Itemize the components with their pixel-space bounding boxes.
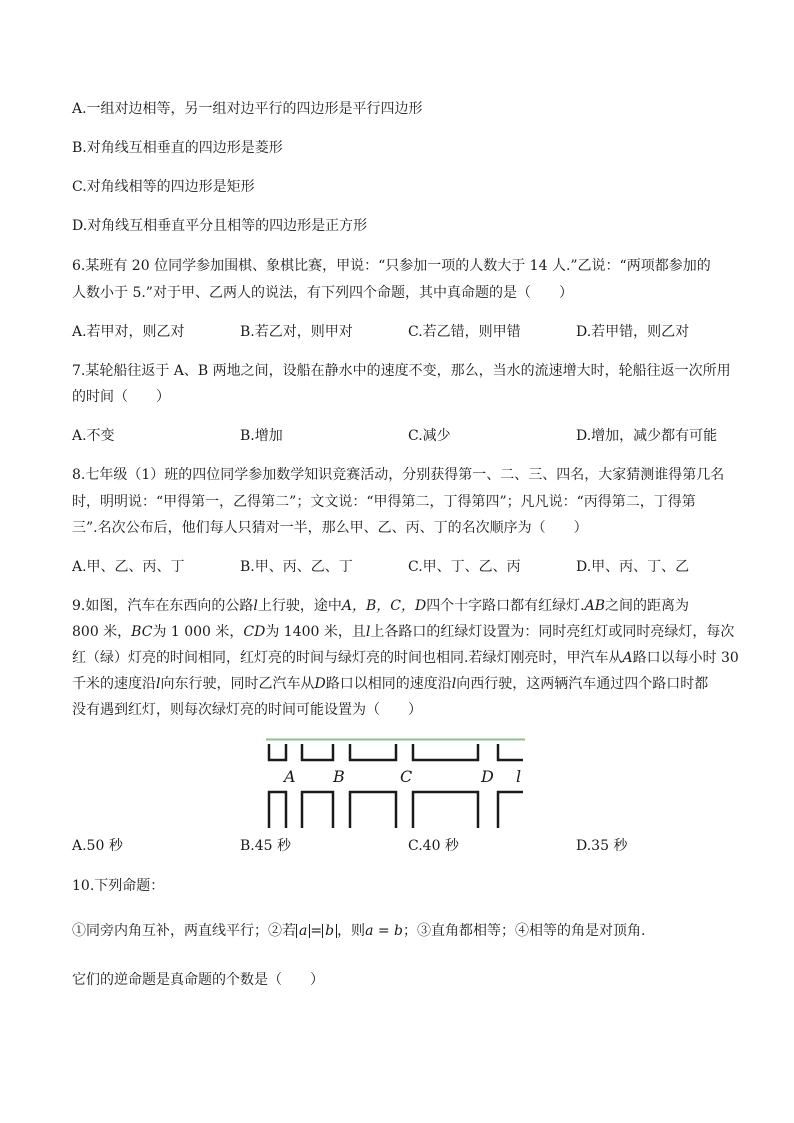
q6-stem-line1: 6.某班有 20 位同学参加围棋、象棋比赛，甲说：“只参加一项的人数大于 14 人.”乙说：“两项都参加的	[72, 258, 711, 274]
abs-b: b	[322, 924, 337, 938]
q6-options	[72, 322, 732, 342]
label-c: C	[400, 767, 413, 786]
q7-option-b: B.增加	[240, 428, 283, 444]
q7-stem-line1: 7.某轮船往返于 A、B 两地之间，设船在静水中的速度不变，那么，当水的流速增大时，轮船往返一次所用	[72, 363, 731, 379]
q8-stem-line3: 三”.名次公布后，他们每人只猜对一半，那么甲、乙、丙、丁的名次顺序为（ ）	[72, 520, 588, 536]
q10-intro: 10.下列命题：	[72, 878, 165, 894]
q10-question: 它们的逆命题是真命题的个数是（ ）	[72, 972, 324, 988]
q8-option-c: C.甲、丁、乙、丙	[408, 559, 521, 575]
q8-option-d: D.甲、丙、丁、乙	[576, 559, 690, 575]
road-intersection-figure	[266, 738, 526, 830]
label-road-l: l	[516, 767, 522, 786]
q9-option-d: D.35 秒	[576, 838, 628, 854]
q6-stem-line2: 人数小于 5.”对于甲、乙两人的说法，有下列四个命题，其中真命题的是（ ）	[72, 285, 573, 301]
q7-option-d: D.增加，减少都有可能	[576, 428, 718, 444]
abs-a: a	[296, 924, 310, 938]
q9-stem-line1: 9.如图，汽车在东西向的公路l上行驶，途中A，B，C，D四个十字路口都有红绿灯.AB之间的距离为	[72, 598, 690, 614]
q8-option-a: A.甲、乙、丙、丁	[72, 559, 185, 575]
q5-option-c: C.对角线相等的四边形是矩形	[72, 179, 255, 195]
q9-stem-line4: 千米的速度沿l向东行驶，同时乙汽车从D路口以相同的速度沿l向西行驶，这两辆汽车通过四个路口时都	[72, 676, 709, 692]
q9-option-c: C.40 秒	[408, 838, 459, 854]
q9-option-a: A.50 秒	[72, 838, 123, 854]
q7-options	[72, 426, 732, 446]
q9-option-b: B.45 秒	[240, 838, 292, 854]
label-d: D	[481, 767, 494, 786]
q5-option-b: B.对角线互相垂直的四边形是菱形	[72, 140, 283, 156]
label-b: B	[333, 767, 345, 786]
label-a: A	[284, 767, 296, 786]
q8-stem-line2: 时，明明说：“甲得第一，乙得第二”；文文说：“甲得第二，丁得第四”；凡凡说：“丙得第二，丁得第	[72, 494, 696, 510]
q7-option-a: A.不变	[72, 428, 115, 444]
q8-option-b: B.甲、丙、乙、丁	[240, 559, 353, 575]
q5-option-d: D.对角线互相垂直平分且相等的四边形是正方形	[72, 218, 368, 234]
q6-option-c: C.若乙错，则甲错	[408, 324, 521, 340]
q9-stem-line3: 红（绿）灯亮的时间相同，红灯亮的时间与绿灯亮的时间也相同.若绿灯刚亮时，甲汽车从A路口以每小时 30	[72, 650, 739, 666]
q7-option-c: C.减少	[408, 428, 451, 444]
q8-options	[72, 557, 732, 577]
q7-stem-line2: 的时间（ ）	[72, 389, 170, 405]
q8-stem-line1: 8.七年级（1）班的四位同学参加数学知识竞赛活动，分别获得第一、二、三、四名，大家猜测谁得第几名	[72, 467, 725, 483]
q9-stem-line5: 没有遇到红灯，则每次绿灯亮的时间可能设置为（ ）	[72, 702, 422, 718]
q6-option-d: D.若甲错，则乙对	[576, 324, 690, 340]
q10-statements: ①同旁内角互补，两直线平行；②若 a = b ，则a = b；③直角都相等；④相等的角是对顶角.	[72, 923, 646, 939]
q9-stem-line2: 800 米，BC为 1 000 米，CD为 1400 米，且l上各路口的红绿灯设置为：同时亮红灯或同时亮绿灯，每次	[72, 624, 735, 640]
q6-option-b: B.若乙对，则甲对	[240, 324, 353, 340]
q6-option-a: A.若甲对，则乙对	[72, 324, 185, 340]
q5-option-a: A.一组对边相等，另一组对边平行的四边形是平行四边形	[72, 101, 423, 117]
q9-options	[72, 836, 732, 856]
